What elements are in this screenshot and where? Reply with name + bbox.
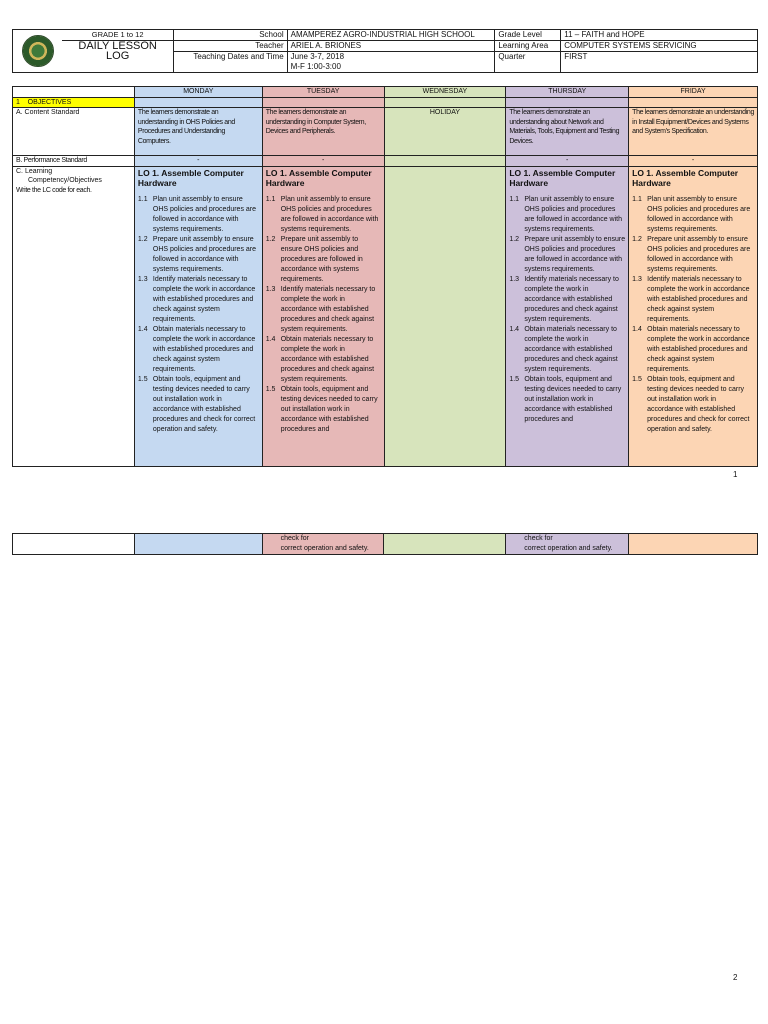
lo-title: LO 1. Assemble Computer Hardware xyxy=(137,167,244,189)
teaching-dates-label: Teaching Dates and Time xyxy=(173,52,287,73)
performance-standard-row xyxy=(13,156,758,167)
day-tuesday: TUESDAY xyxy=(262,87,384,98)
performance-standard-label: B. Performance Standard xyxy=(13,156,135,167)
objective-item xyxy=(266,195,381,235)
objective-number: 1.3 xyxy=(265,285,276,293)
objective-text: Obtain materials necessary to complete the work in accordance with established procedures and check against system requirements. xyxy=(152,325,256,373)
objective-item xyxy=(266,285,381,335)
continuation-row xyxy=(13,534,758,555)
objective-item xyxy=(509,195,625,235)
day-wednesday: WEDNESDAY xyxy=(384,87,506,98)
learning-area-value: COMPUTER SYSTEMS SERVICING xyxy=(561,41,758,52)
objective-item xyxy=(266,235,381,285)
learning-thursday xyxy=(506,166,629,466)
header-table xyxy=(12,29,758,73)
objective-text: Plan unit assembly to ensure OHS policies and procedures are followed in accordance with systems requirements. xyxy=(524,195,622,233)
quarter-value: FIRST xyxy=(561,52,758,73)
objective-number: 1.1 xyxy=(265,195,276,203)
continuation-thursday: check for correct operation and safety. xyxy=(506,534,629,555)
objective-text: Prepare unit assembly to ensure OHS policies and procedures are followed in accordance with systems requirements. xyxy=(524,235,626,273)
performance-thursday: - xyxy=(506,156,629,167)
objective-number: 1.3 xyxy=(632,275,642,283)
corner-cell xyxy=(13,87,135,98)
content-standard-monday: The learners demonstrate an understanding in OHS Policies and Procedures and Understanding Computers. xyxy=(134,108,262,156)
objective-item xyxy=(632,235,754,275)
quarter-label: Quarter xyxy=(495,52,561,73)
objective-text: Plan unit assembly to ensure OHS policies and procedures are followed in accordance with systems requirements. xyxy=(152,195,257,233)
day-thursday: THURSDAY xyxy=(506,87,629,98)
objective-text: Identify materials necessary to complete the work in accordance with established procedures and check against system requirements. xyxy=(524,275,619,323)
grade-label: GRADE 1 to 12 xyxy=(62,30,173,41)
objectives-row xyxy=(13,97,758,108)
objective-number: 1.5 xyxy=(632,375,642,383)
logo-cell xyxy=(13,30,63,73)
objective-list xyxy=(509,195,625,425)
objective-text: Obtain tools, equipment and testing devices needed to carry out installation work in accordance with established procedures and check for correct operation and safety. xyxy=(647,375,750,433)
objective-item xyxy=(509,275,625,325)
objective-item xyxy=(138,195,259,235)
teacher-value: ARIEL A. BRIONES xyxy=(287,41,495,52)
learning-wednesday xyxy=(384,166,506,466)
objective-text: Obtain materials necessary to complete the work in accordance with established procedures and check against system requirements. xyxy=(647,325,750,373)
day-friday: FRIDAY xyxy=(629,87,758,98)
teaching-time-value: M-F 1:00-3:00 xyxy=(287,62,495,73)
content-standard-thursday: The learners demonstrate an understanding about Network and Materials, Tools, Equipment and Testing Devices. xyxy=(506,108,629,156)
content-standard-wednesday: HOLIDAY xyxy=(384,108,506,156)
objective-number: 1.2 xyxy=(509,235,520,243)
performance-monday: - xyxy=(134,156,262,167)
objective-item xyxy=(509,235,625,275)
objective-list xyxy=(266,195,381,435)
objective-item xyxy=(138,375,259,435)
objective-number: 1.4 xyxy=(137,325,148,333)
objective-list xyxy=(138,195,259,435)
objective-number: 1.4 xyxy=(265,335,276,343)
learning-friday xyxy=(629,166,758,466)
objective-text: Prepare unit assembly to ensure OHS policies and procedures are followed in accordance with systems requirements. xyxy=(152,235,257,273)
objective-number: 1.2 xyxy=(632,235,642,243)
objective-text: Plan unit assembly to ensure OHS policies and procedures are followed in accordance with systems requirements. xyxy=(647,195,751,233)
objective-item xyxy=(509,325,625,375)
page-number-2: 2 xyxy=(733,973,738,982)
objective-number: 1.1 xyxy=(632,195,642,203)
learning-tuesday xyxy=(262,166,384,466)
learning-competency-row xyxy=(13,166,758,466)
objective-number: 1.2 xyxy=(265,235,276,243)
lo-title: LO 1. Assemble Computer Hardware xyxy=(265,167,372,189)
page-title: DAILY LESSON LOG xyxy=(62,41,173,73)
objective-text: Obtain materials necessary to complete the work in accordance with established procedures and check against system requirements. xyxy=(524,325,618,373)
objective-item xyxy=(632,195,754,235)
grade-level-value: 11 – FAITH and HOPE xyxy=(561,30,758,41)
objective-text: Obtain tools, equipment and testing devices needed to carry out installation work in accordance with established procedures and xyxy=(280,385,378,433)
performance-tuesday: - xyxy=(262,156,384,167)
content-standard-row xyxy=(13,108,758,156)
objective-text: Identify materials necessary to complete the work in accordance with established procedures and check against system requirements. xyxy=(152,275,256,323)
objective-item xyxy=(138,325,259,375)
objective-number: 1.1 xyxy=(509,195,520,203)
objective-text: Identify materials necessary to complete the work in accordance with established procedures and check against system requirements. xyxy=(280,285,376,333)
objective-item xyxy=(509,375,625,425)
deped-seal-icon xyxy=(22,35,54,67)
objective-item xyxy=(632,275,754,325)
objective-number: 1.2 xyxy=(137,235,148,243)
objective-text: Plan unit assembly to ensure OHS policies and procedures are followed in accordance with systems requirements. xyxy=(280,195,379,233)
day-header-row xyxy=(13,87,758,98)
objective-item xyxy=(266,335,381,385)
objective-number: 1.4 xyxy=(509,325,520,333)
objective-text: Prepare unit assembly to ensure OHS policies and procedures are followed in accordance with systems requirements. xyxy=(280,235,363,283)
continuation-table xyxy=(12,533,758,555)
lesson-table xyxy=(12,86,758,467)
learning-label: C. Learning xyxy=(16,167,53,175)
objective-number: 1.1 xyxy=(137,195,148,203)
grade-level-label: Grade Level xyxy=(495,30,561,41)
school-value: AMAMPEREZ AGRO-INDUSTRIAL HIGH SCHOOL xyxy=(287,30,495,41)
objective-number: 1.5 xyxy=(509,375,520,383)
learning-note: Write the LC code for each. xyxy=(16,186,92,194)
objective-item xyxy=(266,385,381,435)
objective-item xyxy=(632,375,754,435)
lo-title: LO 1. Assemble Computer Hardware xyxy=(632,167,739,189)
objectives-heading: 1 OBJECTIVES xyxy=(13,97,135,108)
day-monday: MONDAY xyxy=(134,87,262,98)
objective-item xyxy=(632,325,754,375)
page-number-1: 1 xyxy=(733,470,738,479)
content-standard-label: A. Content Standard xyxy=(13,108,135,156)
objective-number: 1.5 xyxy=(265,385,276,393)
objective-list xyxy=(632,195,754,435)
continuation-tuesday: check for correct operation and safety. xyxy=(262,534,384,555)
objective-item xyxy=(138,235,259,275)
learning-area-label: Learning Area xyxy=(495,41,561,52)
teaching-dates-value: June 3-7, 2018 xyxy=(287,52,495,63)
objective-text: Identify materials necessary to complete the work in accordance with established procedures and check against system requirements. xyxy=(647,275,750,323)
objective-text: Obtain materials necessary to complete the work in accordance with established procedures and check against system requirements. xyxy=(280,335,375,383)
objective-number: 1.5 xyxy=(137,375,148,383)
objective-text: Obtain tools, equipment and testing devices needed to carry out installation work in accordance with established procedures and xyxy=(524,375,622,423)
content-standard-friday: The learners demonstrate an understanding in Install Equipment/Devices and Systems and System's Specification. xyxy=(629,108,758,156)
learning-competency-label xyxy=(13,166,135,466)
learning-sub-label: Competency/Objectives xyxy=(28,177,102,185)
performance-friday: - xyxy=(629,156,758,167)
objective-text: Prepare unit assembly to ensure OHS policies and procedures are followed in accordance with systems requirements. xyxy=(647,235,751,273)
objective-item xyxy=(138,275,259,325)
learning-monday xyxy=(134,166,262,466)
objective-number: 1.3 xyxy=(509,275,520,283)
teacher-label: Teacher xyxy=(173,41,287,52)
school-label: School xyxy=(173,30,287,41)
objective-number: 1.4 xyxy=(632,325,642,333)
content-standard-tuesday: The learners demonstrate an understanding in Computer System, Devices and Peripherals. xyxy=(262,108,384,156)
objective-number: 1.3 xyxy=(137,275,148,283)
objective-text: Obtain tools, equipment and testing devices needed to carry out installation work in accordance with established procedures and check for correct operation and safety. xyxy=(152,375,256,433)
lo-title: LO 1. Assemble Computer Hardware xyxy=(509,167,616,189)
